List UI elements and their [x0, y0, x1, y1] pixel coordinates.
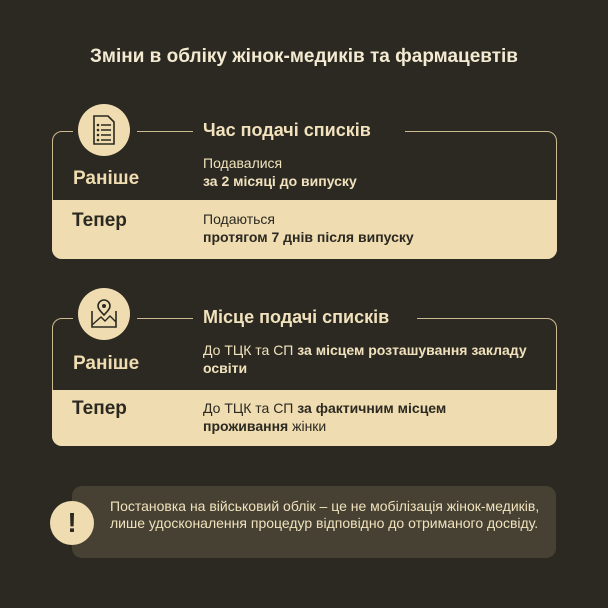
section-heading: Місце подачі списків [203, 307, 390, 327]
after-label: Тепер [72, 398, 127, 419]
section-heading: Час подачі списків [203, 120, 371, 140]
before-label: Раніше [73, 168, 140, 189]
document-list-icon [78, 104, 130, 156]
section-submission-time [52, 120, 557, 259]
after-text: Подаються протягом 7 днів після випуску [203, 211, 414, 245]
note-box [72, 486, 556, 558]
section-submission-place [52, 307, 557, 446]
after-row [52, 200, 557, 259]
before-text: Подавалися за 2 місяці до випуску [203, 155, 357, 189]
page-title: Зміни в обліку жінок-медиків та фармацевтів [90, 46, 518, 67]
note-text: Постановка на військовий облік – це не мобілізація жінок-медиків, лише удосконалення процедур відповідно до отриманого досвіду. [110, 498, 540, 531]
exclamation-icon: ! [50, 501, 94, 545]
before-label: Раніше [73, 353, 140, 374]
map-pin-icon [78, 288, 130, 340]
after-row [52, 390, 557, 446]
after-text: До ТЦК та СП за фактичним місцем проживання жінки [203, 400, 447, 434]
before-text: До ТЦК та СП за місцем розташування закладу освіти [203, 342, 527, 376]
after-label: Тепер [72, 210, 127, 231]
